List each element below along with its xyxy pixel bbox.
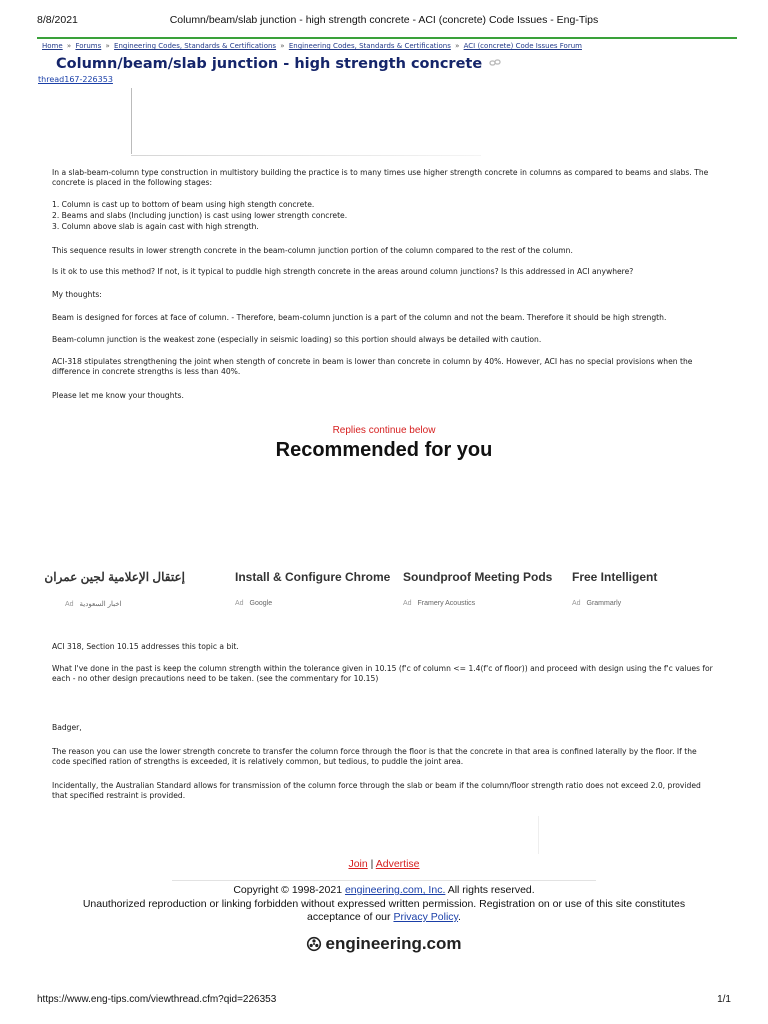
reply-paragraph: Incidentally, the Australian Standard allows for transmission of the column force through the slab or beam if the column/floor strength ratio does not exceed 2.0, provided that specified restraint is provided. bbox=[52, 781, 701, 801]
post-paragraph: This sequence results in lower strength concrete in the beam-column junction portion of the column compared to the rest of the column. bbox=[52, 246, 573, 255]
brand-name: engineering.com bbox=[325, 934, 462, 953]
breadcrumb-category[interactable]: Engineering Codes, Standards & Certifications bbox=[114, 42, 277, 50]
recommended-heading: Recommended for you bbox=[275, 439, 493, 461]
link-icon[interactable] bbox=[489, 56, 501, 72]
recommended-card[interactable] bbox=[44, 570, 230, 608]
post-list-item: 3. Column above slab is again cast with high strength. bbox=[52, 222, 259, 231]
join-link[interactable]: Join bbox=[348, 858, 368, 870]
print-date: 8/8/2021 bbox=[37, 14, 78, 26]
post-paragraph: Is it ok to use this method? If not, is it typical to puddle high strength concrete in the areas around column junctions? Is this addressed in ACI anywhere? bbox=[52, 267, 634, 276]
thread-title bbox=[56, 56, 501, 72]
ad-frame-bottom-edge bbox=[131, 155, 481, 156]
recommended-meta bbox=[235, 600, 400, 607]
post-paragraph: In a slab-beam-column type construction in multistory building the practice is to many times use higher strength concrete in columns as compared to beams and slabs. The concrete is placed in the following stages: bbox=[52, 168, 709, 188]
company-link[interactable]: engineering.com, Inc. bbox=[344, 884, 446, 896]
print-url: https://www.eng-tips.com/viewthread.cfm?qid=226353 bbox=[37, 994, 277, 1005]
print-footer bbox=[0, 994, 768, 1008]
footer-rule bbox=[172, 880, 596, 881]
recommended-meta bbox=[65, 600, 230, 608]
post-list-item: 2. Beams and slabs (Including junction) is cast using lower strength concrete. bbox=[52, 211, 348, 220]
reply-paragraph: What I've done in the past is keep the column strength within the tolerance given in 10.15 (f'c of column <= 1.4(f'c of floor)) and proceed with design using the f'c values for each - no other design precautions need to be taken. (see the commentary for 10.15) bbox=[52, 664, 713, 684]
ad-source: اخبار السعودية bbox=[79, 601, 122, 608]
thread-title-text: Column/beam/slab junction - high strength concrete bbox=[56, 56, 483, 72]
print-page-title: Column/beam/slab junction - high strength concrete - ACI (concrete) Code Issues - Eng-Tips bbox=[169, 14, 599, 26]
ad-source: Google bbox=[249, 600, 273, 607]
reply-paragraph: Badger, bbox=[52, 723, 82, 732]
post-paragraph: Beam is designed for forces at face of column. - Therefore, beam-column junction is a part of the column and not the beam. Therefore it should be high strength. bbox=[52, 313, 667, 322]
recommended-headline[interactable]: Soundproof Meeting Pods bbox=[403, 570, 553, 584]
recommended-headline[interactable]: إعتقال الإعلامية لجين عمران bbox=[44, 570, 185, 584]
breadcrumb-separator: » bbox=[66, 42, 72, 50]
copyright-prefix: Copyright © 1998-2021 bbox=[233, 884, 343, 896]
legal-notice: Unauthorized reproduction or linking forbidden without expressed written permission. Registration on or use of this site constitutes acceptance of our Privacy Policy. bbox=[82, 898, 686, 923]
privacy-policy-link[interactable]: Privacy Policy bbox=[393, 911, 459, 923]
breadcrumb-forum[interactable]: ACI (concrete) Code Issues Forum bbox=[463, 42, 582, 50]
post-paragraph: ACI-318 stipulates strengthening the joint when stength of concrete in beam is lower than concrete in column by 40%. However, ACI has no special provisions when the difference in concrete strengths is less than 40%. bbox=[52, 357, 693, 377]
breadcrumb-forums[interactable]: Forums bbox=[75, 42, 102, 50]
advertise-link[interactable]: Advertise bbox=[375, 858, 420, 870]
print-page-number: 1/1 bbox=[717, 994, 731, 1005]
recommended-card[interactable] bbox=[572, 570, 737, 607]
recommended-headline[interactable]: Install & Configure Chrome bbox=[235, 570, 391, 584]
thread-id-link[interactable]: thread167-226353 bbox=[38, 75, 113, 84]
print-header bbox=[0, 14, 768, 30]
ad-label: Ad bbox=[65, 601, 74, 608]
recommended-meta bbox=[572, 600, 737, 607]
ad-source: Framery Acoustics bbox=[417, 600, 476, 607]
ad-label: Ad bbox=[235, 600, 244, 607]
ad-label: Ad bbox=[572, 600, 581, 607]
breadcrumb-home[interactable]: Home bbox=[42, 42, 63, 50]
replies-continue-notice: Replies continue below bbox=[332, 425, 436, 436]
header-divider bbox=[37, 37, 737, 39]
breadcrumb-separator: » bbox=[280, 42, 285, 50]
recommended-headline[interactable]: Free Intelligent bbox=[572, 570, 658, 584]
gear-icon bbox=[306, 936, 322, 957]
post-list-item: 1. Column is cast up to bottom of beam using high stength concrete. bbox=[52, 200, 315, 209]
ad-label: Ad bbox=[403, 600, 412, 607]
breadcrumb bbox=[42, 42, 582, 50]
recommended-meta bbox=[403, 600, 568, 607]
breadcrumb-separator: » bbox=[105, 42, 110, 50]
breadcrumb-subcategory[interactable]: Engineering Codes, Standards & Certifications bbox=[288, 42, 451, 50]
ad-source: Grammarly bbox=[586, 600, 622, 607]
reply-paragraph: The reason you can use the lower strength concrete to transfer the column force through the floor is that the concrete in that area is confined laterally by the floor. If the code specified ration of strengths is exceeded, it is relatively common, but tedious, to puddle the joint area. bbox=[52, 747, 697, 767]
post-paragraph: My thoughts: bbox=[52, 290, 102, 299]
footer-links bbox=[0, 858, 768, 870]
footer-divider: | bbox=[370, 858, 374, 870]
recommended-card[interactable] bbox=[235, 570, 400, 607]
legal-text: Unauthorized reproduction or linking forbidden without expressed written permission. Registration on or use of this site constitutes acceptance of our bbox=[82, 898, 686, 923]
copyright bbox=[0, 884, 768, 897]
post-paragraph: Please let me know your thoughts. bbox=[52, 391, 184, 400]
breadcrumb-separator: » bbox=[455, 42, 460, 50]
reply-paragraph: ACI 318, Section 10.15 addresses this topic a bit. bbox=[52, 642, 239, 651]
brand-logo[interactable] bbox=[0, 934, 768, 957]
divider bbox=[538, 816, 539, 854]
recommended-card[interactable] bbox=[403, 570, 568, 607]
ad-frame-left-edge bbox=[131, 88, 132, 154]
copyright-suffix: All rights reserved. bbox=[447, 884, 535, 896]
post-paragraph: Beam-column junction is the weakest zone (especially in seismic loading) so this portion should always be detailed with caution. bbox=[52, 335, 542, 344]
